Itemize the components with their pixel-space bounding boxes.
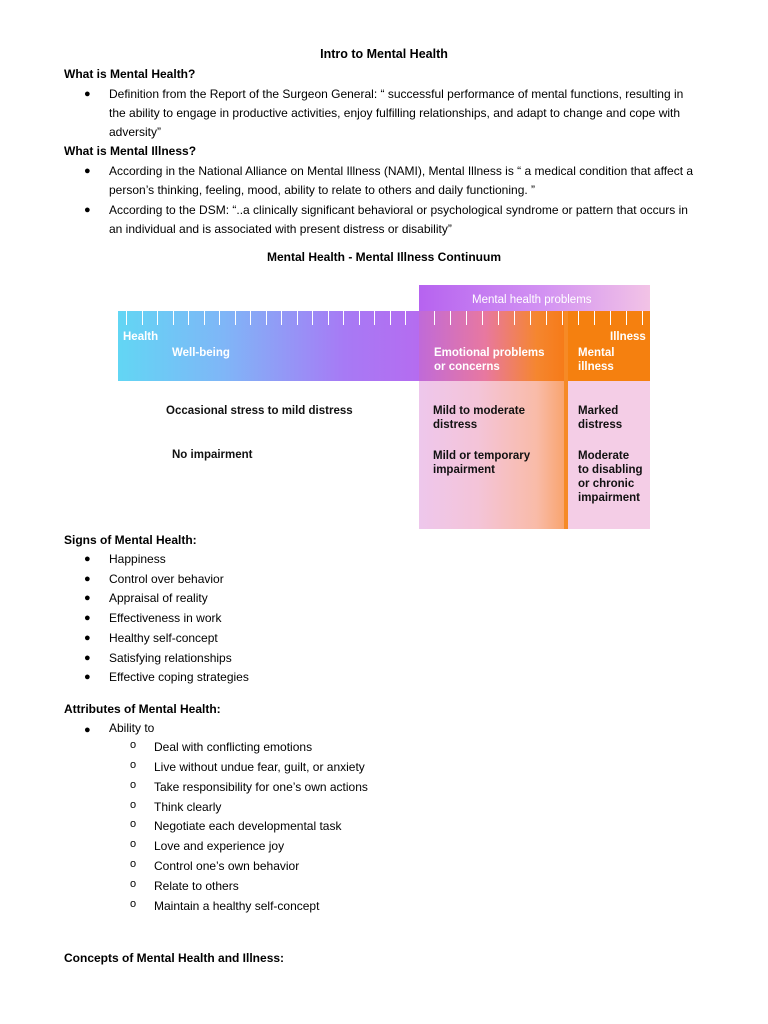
list-item: Maintain a healthy self-concept xyxy=(154,898,320,913)
circle-bullet-icon: o xyxy=(130,877,137,890)
list-item: Love and experience joy xyxy=(154,839,285,854)
scale-tick xyxy=(188,311,189,325)
list-item: Relate to others xyxy=(154,878,239,893)
circle-bullet-icon: o xyxy=(130,858,137,871)
bullet-icon: ● xyxy=(84,88,91,100)
list-item: Negotiate each developmental task xyxy=(154,819,342,834)
circle-bullet-icon: o xyxy=(130,778,137,791)
bullet-icon: ● xyxy=(84,651,91,664)
scale-tick xyxy=(626,311,627,325)
dsm-definition: According to the DSM: “..a clinically significant behavioral or psychological syndrome or pattern that occurs in an individual and is associated with present distress or disability” xyxy=(109,203,688,236)
scale-tick xyxy=(450,311,451,325)
mental-illness-label: Mental illness xyxy=(578,347,615,373)
bullet-icon: ● xyxy=(84,165,91,177)
scale-tick xyxy=(466,311,467,325)
scale-tick xyxy=(434,311,435,325)
stress-label: Occasional stress to mild distress xyxy=(166,405,353,417)
mental-health-problems-label: Mental health problems xyxy=(472,294,592,306)
scale-tick xyxy=(219,311,220,325)
bullet-icon: ● xyxy=(84,592,91,605)
scale-tick xyxy=(578,311,579,325)
list-item: Live without undue fear, guilt, or anxiety xyxy=(154,759,365,774)
diagram-title: Mental Health - Mental Illness Continuum xyxy=(266,250,502,264)
bullet-icon: ● xyxy=(84,204,91,216)
list-item: Control over behavior xyxy=(109,571,224,586)
mild-distress-label: Mild to moderate distress xyxy=(433,405,526,431)
circle-bullet-icon: o xyxy=(130,798,137,811)
scale-tick xyxy=(250,311,251,325)
no-impairment-label: No impairment xyxy=(172,449,253,461)
scale-tick xyxy=(482,311,483,325)
scale-tick xyxy=(405,311,406,325)
bullet-icon: ● xyxy=(84,553,91,565)
scale-tick xyxy=(562,311,563,325)
bullet-icon: ● xyxy=(84,631,91,644)
scale-tick xyxy=(514,311,515,325)
scale-ticks xyxy=(118,311,650,325)
list-item: Control one’s own behavior xyxy=(154,859,300,874)
surgeon-general-definition: Definition from the Report of the Surgeon General: “ successful performance of mental functions, resulting in the ability to engage in productive activities, enjoy fulfilling relationships, and adapt to change and cope with adversity” xyxy=(109,87,684,139)
scale-tick xyxy=(312,311,313,325)
scale-tick xyxy=(642,311,643,325)
nami-definition: According in the National Alliance on Mental Illness (NAMI), Mental Illness is “ a medical condition that affect a person’s thinking, feeling, mood, ability to relate to others and daily functioning. ” xyxy=(109,164,694,197)
list-item: Appraisal of reality xyxy=(109,591,208,606)
circle-bullet-icon: o xyxy=(130,897,137,910)
list-item: Satisfying relationships xyxy=(109,650,232,665)
list-item: Effectiveness in work xyxy=(109,611,222,626)
list-item: Think clearly xyxy=(154,799,222,814)
health-label: Health xyxy=(123,331,159,343)
bullet-icon: ● xyxy=(84,612,91,625)
scale-tick xyxy=(530,311,531,325)
scale-tick xyxy=(142,311,143,325)
scale-tick xyxy=(498,311,499,325)
temporary-impairment-label: Mild or temporary impairment xyxy=(433,450,531,476)
scale-tick xyxy=(594,311,595,325)
illness-label: Illness xyxy=(610,331,646,343)
list-item: Healthy self-concept xyxy=(109,630,218,645)
heading-signs-of-mental-health: Signs of Mental Health: xyxy=(64,533,197,547)
list-item: Effective coping strategies xyxy=(109,670,249,685)
circle-bullet-icon: o xyxy=(130,818,137,831)
scale-tick xyxy=(546,311,547,325)
scale-tick xyxy=(374,311,375,325)
bullet-icon: ● xyxy=(84,572,91,585)
circle-bullet-icon: o xyxy=(130,838,137,851)
marked-distress-label: Marked distress xyxy=(578,405,623,431)
scale-tick xyxy=(126,311,127,325)
ability-to-label: Ability to xyxy=(109,721,155,735)
list-item: Happiness xyxy=(109,552,166,566)
scale-tick xyxy=(204,311,205,325)
bullet-icon: ● xyxy=(84,724,91,736)
scale-tick xyxy=(235,311,236,325)
scale-tick xyxy=(343,311,344,325)
heading-concepts: Concepts of Mental Health and Illness: xyxy=(64,951,285,965)
scale-tick xyxy=(157,311,158,325)
scale-tick xyxy=(359,311,360,325)
circle-bullet-icon: o xyxy=(130,758,137,771)
document-title: Intro to Mental Health xyxy=(320,47,448,61)
emotional-problems-label: Emotional problems or concerns xyxy=(434,347,545,373)
bullet-icon: ● xyxy=(84,671,91,684)
scale-tick xyxy=(173,311,174,325)
list-item: Deal with conflicting emotions xyxy=(154,740,313,754)
scale-tick xyxy=(281,311,282,325)
circle-bullet-icon: o xyxy=(130,739,137,751)
wellbeing-label: Well-being xyxy=(172,347,230,359)
heading-what-is-mental-health: What is Mental Health? xyxy=(64,67,196,81)
scale-tick xyxy=(266,311,267,325)
continuum-divider xyxy=(564,311,568,529)
scale-tick xyxy=(390,311,391,325)
scale-tick xyxy=(610,311,611,325)
heading-what-is-mental-illness: What is Mental Illness? xyxy=(64,144,197,158)
scale-tick xyxy=(328,311,329,325)
list-item: Take responsibility for one’s own actions xyxy=(154,779,368,794)
chronic-impairment-label: Moderate to disabling or chronic impairment xyxy=(578,450,643,504)
scale-tick xyxy=(297,311,298,325)
heading-attributes: Attributes of Mental Health: xyxy=(64,702,221,716)
